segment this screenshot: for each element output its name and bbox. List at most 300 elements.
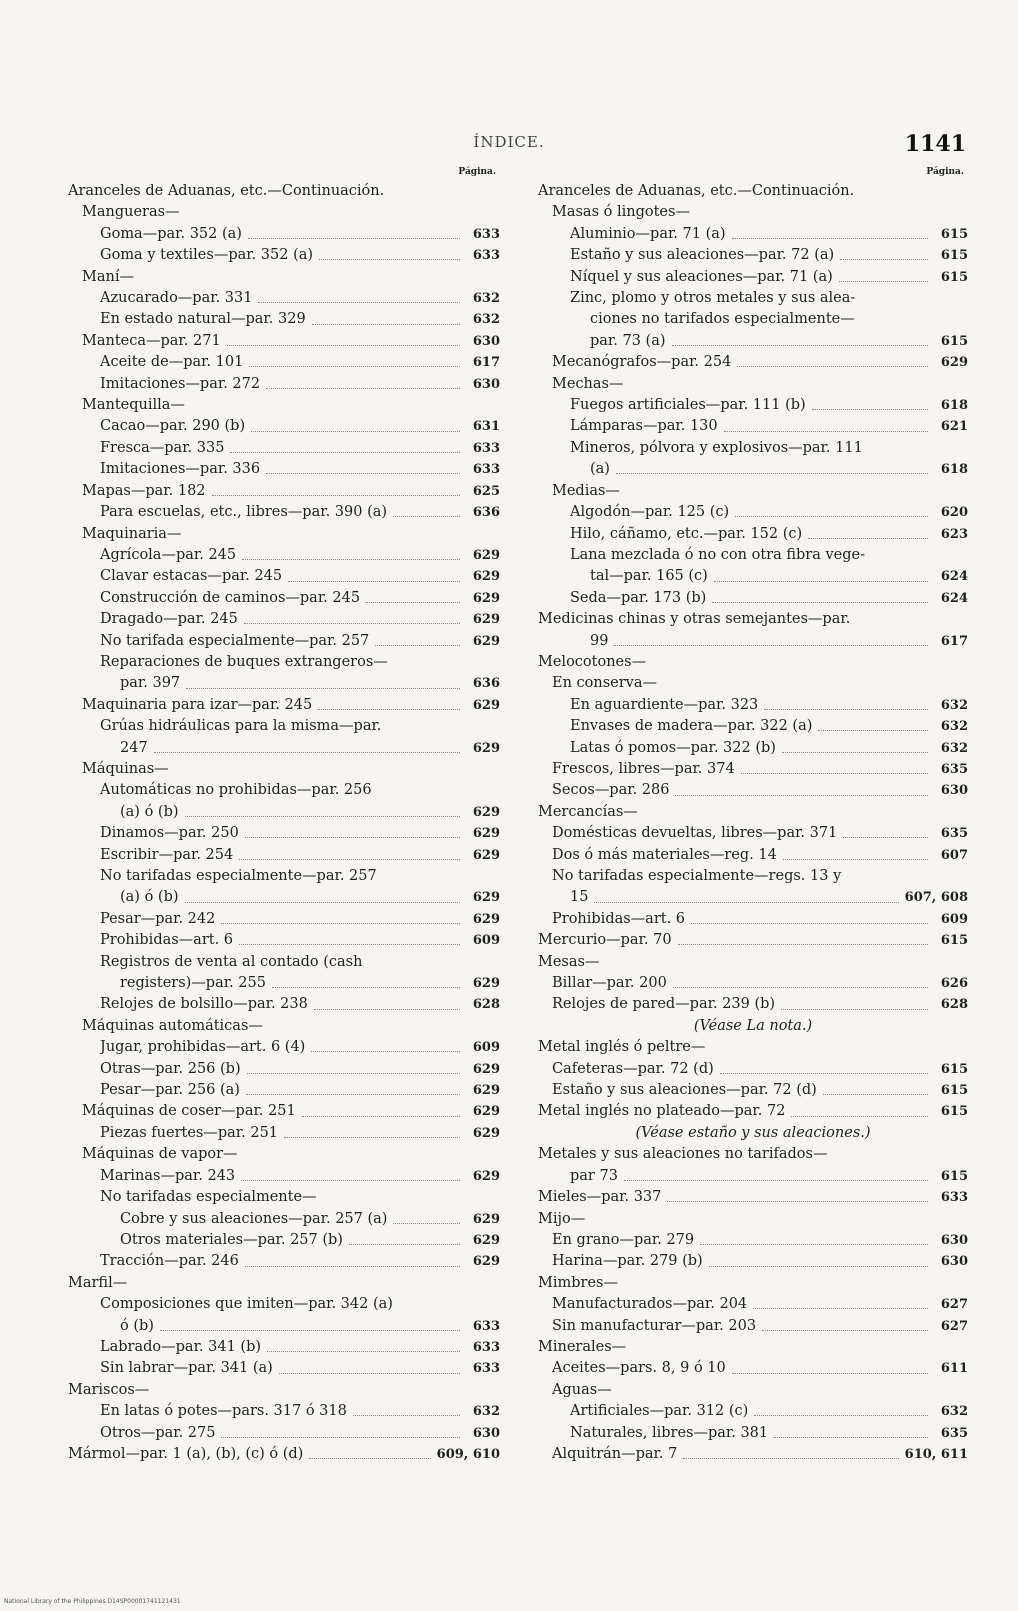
entry-text: Otros materiales—par. 257 (b) (120, 1231, 343, 1248)
entry-page: 636 (472, 676, 500, 692)
entry-text: Registros de venta al contado (cash (100, 953, 363, 970)
index-entry (68, 1423, 500, 1444)
dot-leader (712, 602, 928, 603)
entry-text: Hilo, cáñamo, etc.—par. 152 (c) (570, 525, 803, 542)
dot-leader (672, 345, 928, 346)
entry-text: Lana mezclada ó no con otra fibra vege- (570, 546, 866, 563)
index-entry (68, 1144, 500, 1165)
index-entry (538, 1444, 968, 1465)
dot-leader (808, 538, 928, 539)
entry-page: 629 (472, 1083, 500, 1099)
dot-leader (248, 238, 460, 239)
dot-leader (185, 902, 460, 903)
entry-text: No tarifadas especialmente— (100, 1189, 317, 1206)
index-entry (538, 802, 968, 823)
index-entry (68, 909, 500, 930)
entry-page: 629 (472, 569, 500, 585)
dot-leader (245, 1266, 460, 1267)
index-entry (538, 1380, 968, 1401)
entry-page: 624 (940, 590, 968, 606)
entry-text: No tarifada especialmente—par. 257 (100, 632, 370, 649)
index-entry (538, 1059, 968, 1080)
index-entry (68, 823, 500, 844)
entry-text: Sin manufacturar—par. 203 (552, 1317, 757, 1334)
dot-leader (720, 1073, 928, 1074)
index-entry (538, 887, 968, 908)
index-entry (68, 973, 500, 994)
entry-text: Prohibidas—art. 6 (552, 910, 686, 927)
dot-leader (266, 388, 460, 389)
dot-leader (284, 1137, 460, 1138)
index-entry (538, 545, 968, 566)
index-entry (68, 1016, 500, 1037)
index-entry (538, 973, 968, 994)
entry-text: Goma y textiles—par. 352 (a) (100, 247, 314, 264)
entry-text: Estaño y sus aleaciones—par. 72 (a) (570, 247, 835, 264)
dot-leader (393, 1223, 460, 1224)
dot-leader (812, 409, 928, 410)
entry-text: Piezas fuertes—par. 251 (100, 1124, 279, 1141)
entry-text: Metales y sus aleaciones no tarifados— (538, 1146, 828, 1163)
index-entry (538, 267, 968, 288)
entry-text: Otras—par. 256 (b) (100, 1060, 241, 1077)
entry-page: 629 (472, 1168, 500, 1184)
index-entry (538, 1187, 968, 1208)
entry-text: Composiciones que imiten—par. 342 (a) (100, 1296, 393, 1313)
index-entry (538, 309, 968, 330)
index-entry (68, 738, 500, 759)
entry-page: 630 (940, 783, 968, 799)
entry-page: 629 (472, 590, 500, 606)
index-entry (538, 566, 968, 587)
index-entry (538, 695, 968, 716)
entry-text: Máquinas de coser—par. 251 (82, 1103, 296, 1120)
index-entry (68, 438, 500, 459)
entry-text: Máquinas de vapor— (82, 1146, 238, 1163)
entry-page: 629 (472, 1061, 500, 1077)
index-entry (68, 609, 500, 630)
index-entry (538, 352, 968, 373)
entry-text: (a) ó (b) (120, 889, 179, 906)
index-entry (68, 202, 500, 223)
entry-page: 615 (940, 333, 968, 349)
entry-page: 635 (940, 1425, 968, 1441)
entry-page: 633 (472, 462, 500, 478)
entry-text: Sin labrar—par. 341 (a) (100, 1360, 273, 1377)
index-entry (538, 1337, 968, 1358)
entry-text: Estaño y sus aleaciones—par. 72 (d) (552, 1082, 817, 1099)
index-entry (538, 524, 968, 545)
dot-leader (375, 645, 460, 646)
entry-text: (a) ó (b) (120, 803, 179, 820)
entry-page: 636 (472, 505, 500, 521)
entry-text: Mieles—par. 337 (538, 1189, 662, 1206)
entry-page: 632 (940, 740, 968, 756)
entry-page: 633 (940, 1190, 968, 1206)
entry-page: 629 (472, 612, 500, 628)
index-entry (68, 1059, 500, 1080)
index-entry (68, 1101, 500, 1122)
index-entry (68, 1294, 500, 1315)
entry-text: Lámparas—par. 130 (570, 418, 718, 435)
entry-text: Metal inglés no plateado—par. 72 (538, 1103, 786, 1120)
entry-text: Maquinaria para izar—par. 245 (82, 696, 313, 713)
entry-page: 615 (940, 1083, 968, 1099)
index-entry (68, 780, 500, 801)
entry-text: Maquinaria— (82, 525, 182, 542)
entry-text: par. 397 (120, 675, 181, 692)
entry-text: En latas ó potes—pars. 317 ó 318 (100, 1403, 347, 1420)
entry-text: Frescos, libres—par. 374 (552, 760, 735, 777)
index-entry (68, 631, 500, 652)
entry-page: 629 (472, 847, 500, 863)
entry-text: Mármol—par. 1 (a), (b), (c) ó (d) (68, 1445, 304, 1462)
index-entry (68, 1187, 500, 1208)
dot-leader (349, 1244, 460, 1245)
entry-text: Agrícola—par. 245 (100, 546, 237, 563)
entry-text: Máquinas automáticas— (82, 1017, 263, 1034)
dot-leader (288, 581, 460, 582)
entry-text: Azucarado—par. 331 (100, 290, 253, 307)
entry-page: 633 (472, 1318, 500, 1334)
index-entry (68, 866, 500, 887)
entry-text: Medicinas chinas y otras semejantes—par. (538, 611, 851, 628)
dot-leader (823, 1094, 928, 1095)
entry-page: 633 (472, 440, 500, 456)
index-entry (68, 566, 500, 587)
dot-leader (594, 902, 898, 903)
dot-leader (247, 1073, 460, 1074)
dot-leader (691, 923, 928, 924)
entry-page: 632 (940, 1404, 968, 1420)
entry-text: Mesas— (538, 953, 600, 970)
index-entries-left (68, 202, 500, 1465)
entry-page: 618 (940, 462, 968, 478)
entry-page: 629 (472, 911, 500, 927)
entry-page: 629 (472, 804, 500, 820)
entry-page: 629 (472, 697, 500, 713)
dot-leader (353, 1415, 460, 1416)
entry-text: Clavar estacas—par. 245 (100, 568, 283, 585)
index-entry (68, 652, 500, 673)
index-entry (538, 1037, 968, 1058)
index-entry (538, 631, 968, 652)
entry-page: 609 (940, 911, 968, 927)
index-entry (68, 1358, 500, 1379)
dot-leader (272, 987, 460, 988)
entry-text: registers)—par. 255 (120, 975, 266, 992)
index-entry (538, 1230, 968, 1251)
entry-text: Billar—par. 200 (552, 975, 667, 992)
entry-text: En conserva— (552, 675, 658, 692)
entry-text: Alquitrán—par. 7 (552, 1445, 678, 1462)
index-entry (68, 759, 500, 780)
index-note: (Véase estaño y sus aleaciones.) (635, 1124, 871, 1141)
entry-text: Manufacturados—par. 204 (552, 1296, 748, 1313)
dot-leader (735, 516, 928, 517)
entry-text: Mariscos— (68, 1381, 150, 1398)
dot-leader (700, 1244, 928, 1245)
dot-leader (675, 795, 928, 796)
index-entry (68, 1230, 500, 1251)
index-entry (538, 1209, 968, 1230)
entry-page: 632 (940, 697, 968, 713)
entry-page: 620 (940, 505, 968, 521)
entry-text: Cafeteras—par. 72 (d) (552, 1060, 714, 1077)
index-entry (538, 459, 968, 480)
index-entry (68, 1166, 500, 1187)
dot-leader (266, 473, 460, 474)
index-entry (68, 245, 500, 266)
entry-text: Jugar, prohibidas—art. 6 (4) (100, 1039, 306, 1056)
entry-text: Imitaciones—par. 336 (100, 461, 261, 478)
index-entry (68, 1316, 500, 1337)
entry-text: Aguas— (552, 1381, 612, 1398)
index-entry (538, 1316, 968, 1337)
entry-text: Mimbres— (538, 1274, 618, 1291)
index-entry (538, 245, 968, 266)
entry-page: 610, 611 (904, 1446, 968, 1462)
dot-leader (762, 1330, 928, 1331)
entry-text: Para escuelas, etc., libres—par. 390 (a) (100, 504, 388, 521)
continuation-title: Aranceles de Aduanas, etc.—Continuación. (538, 183, 855, 199)
entry-page: 615 (940, 933, 968, 949)
entry-text: Naturales, libres—par. 381 (570, 1424, 769, 1441)
dot-leader (843, 837, 928, 838)
entry-text: Dos ó más materiales—reg. 14 (552, 846, 777, 863)
entry-page: 632 (472, 1404, 500, 1420)
entry-page: 627 (940, 1318, 968, 1334)
entry-page: 624 (940, 569, 968, 585)
index-entry (538, 502, 968, 523)
dot-leader (818, 730, 928, 731)
entry-page: 633 (472, 248, 500, 264)
entry-page: 629 (472, 826, 500, 842)
entry-text: Pesar—par. 256 (a) (100, 1082, 240, 1099)
index-entry (538, 1423, 968, 1444)
dot-leader (318, 709, 460, 710)
index-entry (68, 952, 500, 973)
dot-leader (732, 238, 928, 239)
entry-text: Grúas hidráulicas para la misma—par. (100, 718, 382, 735)
index-entry (538, 909, 968, 930)
entry-text: Mercancías— (538, 803, 638, 820)
index-entry (538, 416, 968, 437)
entry-text: Algodón—par. 125 (c) (570, 504, 730, 521)
index-entry (68, 288, 500, 309)
index-entry (538, 759, 968, 780)
index-entry (538, 202, 968, 223)
scan-footer: National Library of the Philippines D14SP00001741121431 (4, 1598, 181, 1605)
index-entry (538, 331, 968, 352)
dot-leader (791, 1116, 928, 1117)
entry-page: 633 (472, 1339, 500, 1355)
entry-text: 247 (120, 739, 148, 756)
entry-text: Seda—par. 173 (b) (570, 589, 707, 606)
entry-text: Marinas—par. 243 (100, 1167, 236, 1184)
index-entry (68, 673, 500, 694)
index-entry (68, 459, 500, 480)
entry-text: Mijo— (538, 1210, 586, 1227)
entry-page: 633 (472, 1361, 500, 1377)
index-note: (Véase La nota.) (693, 1017, 813, 1034)
entry-page: 633 (472, 226, 500, 242)
entry-text: En grano—par. 279 (552, 1231, 695, 1248)
index-entry (68, 1037, 500, 1058)
entry-text: Cacao—par. 290 (b) (100, 418, 246, 435)
dot-leader (624, 1180, 928, 1181)
index-entry (68, 309, 500, 330)
dot-leader (839, 281, 928, 282)
index-entry (538, 673, 968, 694)
index-entry (68, 395, 500, 416)
entry-page: 628 (940, 997, 968, 1013)
entry-page: 635 (940, 761, 968, 777)
index-entry (68, 502, 500, 523)
entry-text: Fresca—par. 335 (100, 439, 225, 456)
dot-leader (249, 366, 460, 367)
right-column (538, 166, 968, 1465)
index-entry (538, 1251, 968, 1272)
index-entry (538, 738, 968, 759)
dot-leader (160, 1330, 460, 1331)
index-entry (538, 823, 968, 844)
running-head: ÍNDICE. (473, 133, 545, 151)
index-entry (68, 224, 500, 245)
page-number: 1141 (904, 131, 966, 157)
index-entry (68, 695, 500, 716)
entry-page: 632 (472, 312, 500, 328)
index-entry (538, 866, 968, 887)
dot-leader (667, 1201, 928, 1202)
entry-page: 615 (940, 1104, 968, 1120)
dot-leader (258, 302, 460, 303)
index-entry (68, 331, 500, 352)
index-entry (538, 588, 968, 609)
index-entry (68, 267, 500, 288)
entry-text: En estado natural—par. 329 (100, 311, 306, 328)
index-entry (68, 524, 500, 545)
dot-leader (221, 1437, 460, 1438)
dot-leader (764, 709, 928, 710)
entry-page: 628 (472, 997, 500, 1013)
dot-leader (244, 623, 460, 624)
entry-text: Fuegos artificiales—par. 111 (b) (570, 397, 806, 414)
dot-leader (753, 1308, 928, 1309)
entry-page: 611 (940, 1361, 968, 1377)
entry-page: 629 (472, 1104, 500, 1120)
entry-text: ciones no tarifados especialmente— (590, 311, 855, 328)
entry-page: 626 (940, 976, 968, 992)
dot-leader (709, 1266, 928, 1267)
entry-page: 615 (940, 269, 968, 285)
entry-page: 609, 610 (436, 1446, 500, 1462)
entry-page: 607, 608 (904, 890, 968, 906)
entry-page: 631 (472, 419, 500, 435)
index-entry (538, 1101, 968, 1122)
index-entry (538, 716, 968, 737)
dot-leader (302, 1116, 460, 1117)
entry-page: 630 (472, 376, 500, 392)
dot-leader (781, 1009, 928, 1010)
index-entry (538, 395, 968, 416)
pagina-label: Página. (926, 167, 964, 177)
entry-text: Construcción de caminos—par. 245 (100, 589, 361, 606)
index-entry (538, 481, 968, 502)
index-entry (68, 416, 500, 437)
dot-leader (241, 1180, 460, 1181)
index-entry (538, 1144, 968, 1165)
dot-leader (319, 259, 460, 260)
entry-page: 615 (940, 248, 968, 264)
entry-page: 632 (472, 291, 500, 307)
entry-text: Tracción—par. 246 (100, 1253, 239, 1270)
entry-text: 99 (590, 632, 609, 649)
entry-page: 609 (472, 1040, 500, 1056)
entry-text: Manteca—par. 271 (82, 332, 221, 349)
entry-page: 630 (940, 1232, 968, 1248)
left-column (68, 166, 500, 1465)
entry-text: par 73 (570, 1167, 618, 1184)
entry-page: 629 (472, 740, 500, 756)
index-entry (68, 352, 500, 373)
entry-page: 615 (940, 1061, 968, 1077)
dot-leader (724, 431, 928, 432)
dot-leader (683, 1458, 898, 1459)
index-entry (68, 588, 500, 609)
dot-leader (737, 366, 928, 367)
dot-leader (251, 431, 460, 432)
dot-leader (783, 859, 928, 860)
entry-text: Latas ó pomos—par. 322 (b) (570, 739, 776, 756)
dot-leader (246, 1094, 460, 1095)
entry-text: ó (b) (120, 1317, 154, 1334)
entry-text: En aguardiente—par. 323 (570, 696, 759, 713)
entry-page: 621 (940, 419, 968, 435)
entry-text: Aceites—pars. 8, 9 ó 10 (552, 1360, 726, 1377)
entry-page: 625 (472, 483, 500, 499)
dot-leader (714, 581, 928, 582)
entry-page: 630 (472, 333, 500, 349)
entry-text: Domésticas devueltas, libres—par. 371 (552, 825, 838, 842)
entry-page: 623 (940, 526, 968, 542)
entry-text: Dinamos—par. 250 (100, 825, 239, 842)
dot-leader (366, 602, 460, 603)
entry-page: 629 (472, 890, 500, 906)
index-entry (68, 1080, 500, 1101)
index-entry (68, 845, 500, 866)
entry-page: 635 (940, 826, 968, 842)
entry-text: 15 (570, 889, 589, 906)
entry-text: Prohibidas—art. 6 (100, 932, 234, 949)
dot-leader (614, 645, 928, 646)
entry-text: Marfil— (68, 1274, 128, 1291)
dot-leader (309, 1458, 430, 1459)
index-entry (538, 374, 968, 395)
index-entry (538, 930, 968, 951)
entry-page: 629 (472, 547, 500, 563)
entry-text: Máquinas— (82, 760, 169, 777)
entry-text: Relojes de bolsillo—par. 238 (100, 996, 308, 1013)
index-entry (538, 952, 968, 973)
index-entry (68, 1337, 500, 1358)
entry-text: Imitaciones—par. 272 (100, 375, 261, 392)
entry-text: (a) (590, 461, 610, 478)
index-entry (538, 1166, 968, 1187)
entry-page: 618 (940, 398, 968, 414)
dot-leader (741, 773, 928, 774)
entry-text: Mercurio—par. 70 (538, 932, 672, 949)
